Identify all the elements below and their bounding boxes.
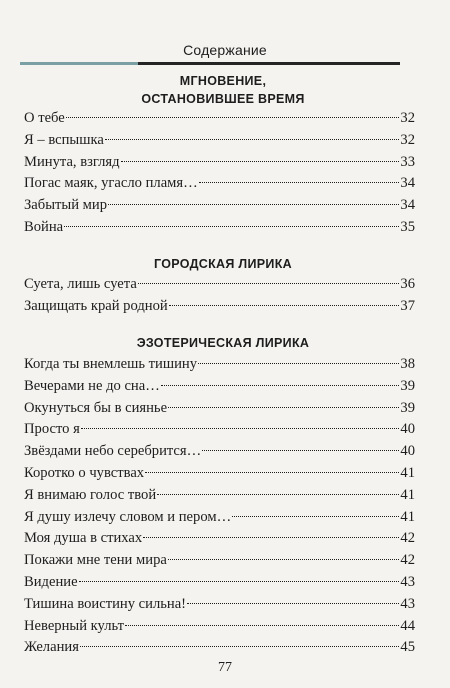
- dot-leader: [232, 516, 399, 517]
- entry-page-number: 44: [400, 617, 415, 634]
- dot-leader: [161, 385, 400, 386]
- entry-page-number: 42: [400, 530, 415, 547]
- dot-leader: [168, 407, 399, 408]
- entry-title: Коротко о чувствах: [24, 464, 145, 481]
- dot-leader: [105, 139, 400, 140]
- section-heading-city: ГОРОДСКАЯ ЛИРИКА: [154, 257, 292, 271]
- dot-leader: [168, 559, 400, 560]
- entry-page-number: 32: [400, 110, 415, 126]
- toc-entry[interactable]: [24, 197, 415, 219]
- dot-leader: [187, 603, 399, 604]
- toc-entry[interactable]: [24, 509, 415, 531]
- dot-leader: [108, 204, 399, 205]
- dot-leader: [138, 283, 400, 284]
- entry-title: Я душу излечу словом и пером…: [24, 508, 232, 525]
- dot-leader: [198, 363, 399, 364]
- toc-entry[interactable]: [24, 154, 415, 176]
- toc-entry[interactable]: [24, 574, 415, 596]
- toc-entry[interactable]: [24, 298, 415, 320]
- toc-entry[interactable]: [24, 552, 415, 574]
- page-title: Содержание: [183, 42, 267, 58]
- toc-entry[interactable]: [24, 356, 415, 378]
- entry-page-number: 39: [400, 399, 415, 416]
- dot-leader: [202, 450, 399, 451]
- entry-title: Я – вспышка: [24, 131, 104, 148]
- entry-page-number: 41: [400, 508, 415, 525]
- entry-title: Война: [24, 218, 64, 235]
- entry-page-number: 43: [400, 573, 415, 590]
- toc-entry[interactable]: [24, 421, 415, 443]
- dot-leader: [80, 646, 400, 647]
- entry-page-number: 45: [400, 639, 415, 656]
- entry-page-number: 38: [400, 356, 415, 372]
- toc-entry[interactable]: [24, 276, 415, 298]
- entry-title: О тебе: [24, 110, 65, 126]
- toc-entry[interactable]: [24, 175, 415, 197]
- section-heading-moment: [28, 72, 418, 108]
- entry-page-number: 41: [400, 486, 415, 503]
- toc-entry[interactable]: [24, 465, 415, 487]
- toc-entry[interactable]: [24, 443, 415, 465]
- entry-page-number: 41: [400, 464, 415, 481]
- entry-title: Желания: [24, 639, 79, 656]
- toc-list-esoteric: [24, 356, 415, 661]
- entry-page-number: 43: [400, 595, 415, 612]
- dot-leader: [66, 117, 400, 118]
- dot-leader: [169, 305, 400, 306]
- entry-title: Когда ты внемлешь тишину: [24, 356, 198, 372]
- entry-title: Просто я: [24, 421, 80, 438]
- toc-entry[interactable]: [24, 219, 415, 241]
- section-heading-line: МГНОВЕНИЕ,: [179, 74, 267, 88]
- entry-title: Окунуться бы в сиянье: [24, 399, 168, 416]
- entry-title: Моя душа в стихах: [24, 530, 143, 547]
- toc-entry[interactable]: [24, 530, 415, 552]
- toc-list-moment: [24, 110, 415, 241]
- entry-title: Тишина воистину сильна!: [24, 595, 187, 612]
- header-rule: [138, 62, 400, 65]
- entry-title: Вечерами не до сна…: [24, 377, 160, 394]
- entry-title: Суета, лишь суета: [24, 276, 137, 292]
- entry-page-number: 37: [400, 297, 415, 314]
- entry-page-number: 34: [400, 175, 415, 192]
- dot-leader: [125, 625, 399, 626]
- entry-title: Звёздами небо серебрится…: [24, 443, 202, 460]
- dot-leader: [143, 537, 399, 538]
- toc-entry[interactable]: [24, 132, 415, 154]
- entry-page-number: 32: [400, 131, 415, 148]
- entry-page-number: 33: [400, 153, 415, 170]
- toc-list-city: [24, 276, 415, 320]
- section-heading-line: ОСТАНОВИВШЕЕ ВРЕМЯ: [141, 92, 305, 106]
- entry-page-number: 36: [400, 276, 415, 292]
- page-number: 77: [218, 660, 232, 675]
- dot-leader: [79, 581, 400, 582]
- entry-title: Защищать край родной: [24, 297, 168, 314]
- toc-entry[interactable]: [24, 596, 415, 618]
- entry-page-number: 40: [400, 443, 415, 460]
- dot-leader: [199, 182, 400, 183]
- entry-title: Забытый мир: [24, 197, 108, 214]
- entry-title: Я внимаю голос твой: [24, 486, 157, 503]
- dot-leader: [81, 428, 400, 429]
- toc-entry[interactable]: [24, 110, 415, 132]
- dot-leader: [121, 161, 400, 162]
- entry-title: Видение: [24, 573, 78, 590]
- dot-leader: [157, 494, 399, 495]
- toc-entry[interactable]: [24, 400, 415, 422]
- dot-leader: [64, 226, 399, 227]
- entry-title: Неверный культ: [24, 617, 124, 634]
- toc-entry[interactable]: [24, 618, 415, 640]
- dot-leader: [145, 472, 399, 473]
- entry-page-number: 39: [400, 377, 415, 394]
- entry-page-number: 42: [400, 552, 415, 569]
- entry-page-number: 35: [400, 218, 415, 235]
- toc-entry[interactable]: [24, 378, 415, 400]
- entry-page-number: 40: [400, 421, 415, 438]
- toc-entry[interactable]: [24, 487, 415, 509]
- section-heading-esoteric: ЭЗОТЕРИЧЕСКАЯ ЛИРИКА: [136, 336, 310, 350]
- toc-entry[interactable]: [24, 639, 415, 661]
- entry-title: Покажи мне тени мира: [24, 552, 167, 569]
- entry-title: Погас маяк, угасло пламя…: [24, 175, 198, 192]
- entry-page-number: 34: [400, 197, 415, 214]
- entry-title: Минута, взгляд: [24, 153, 120, 170]
